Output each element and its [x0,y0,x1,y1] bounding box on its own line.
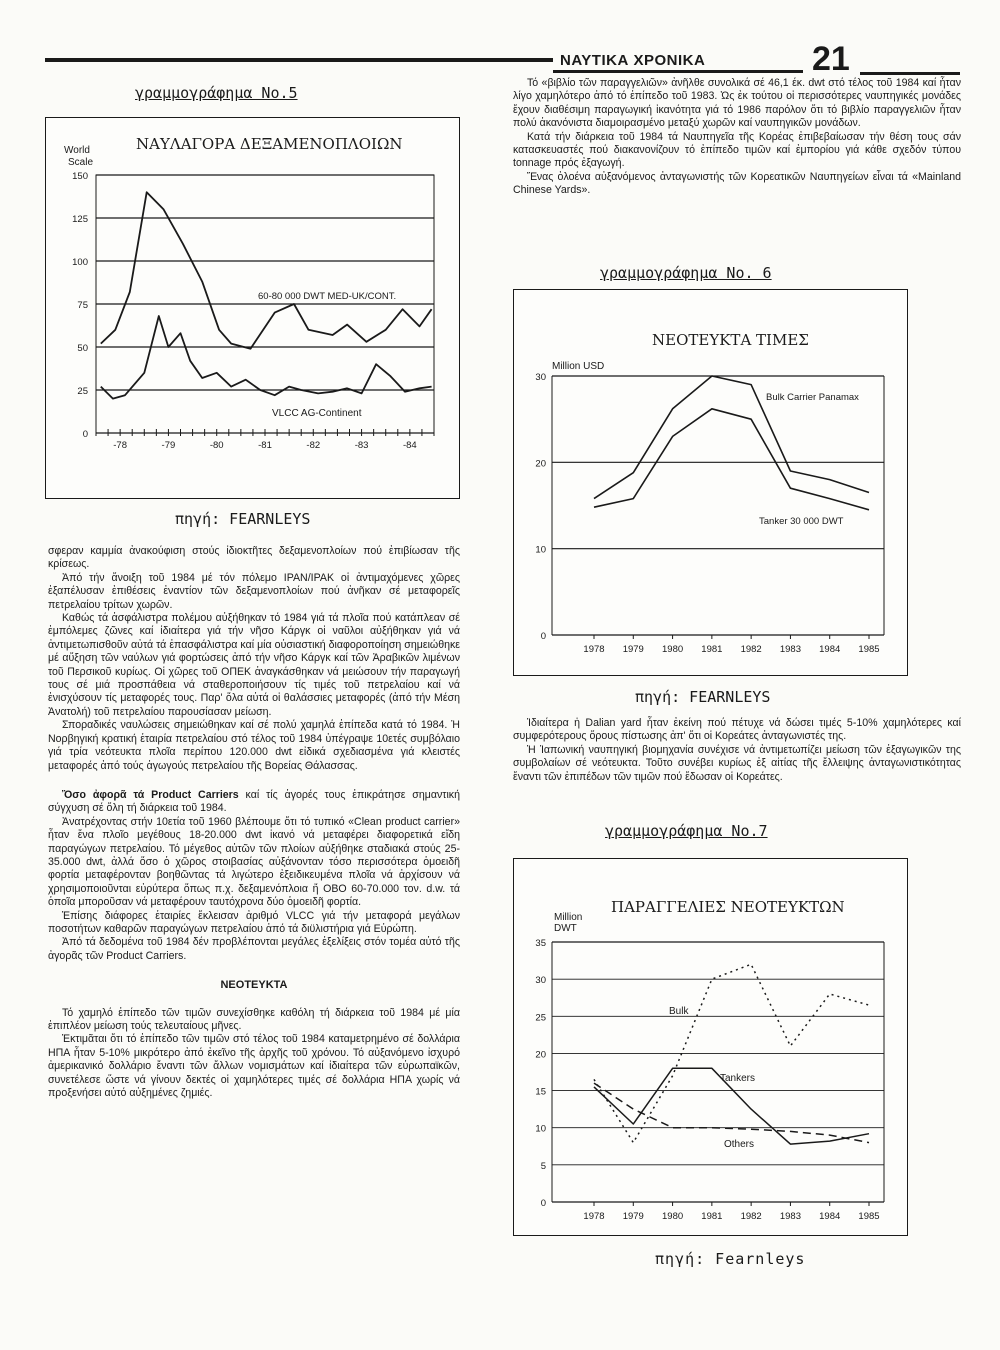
chart5-ytick-label: 125 [72,214,88,225]
chart7-xtick-label: 1979 [622,1211,644,1222]
left-paragraph-9: Τό χαμηλό ἐπίπεδο τῶν τιμῶν συνεχίσθηκε καθόλη τή διάρκεια τοῦ 1984 μέ μία ἐπιπλέον μείωση τούς τελευταίους μῆνες. [48,1006,460,1032]
chart5-xtick-label: -79 [161,440,176,451]
header-rule-left [45,58,553,62]
chart5-xtick-label: -84 [402,440,417,451]
chart6-xtick-label: 1979 [622,644,644,655]
chart5-title: ΝΑΥΛΑΓΟΡΑ ΔΕΞΑΜΕΝΟΠΛΟΙΩΝ [136,135,403,153]
header-rule-right [860,72,960,75]
chart5-ytick-label: 150 [72,171,88,182]
right-paragraph-1: Τό «βιβλίο τῶν παραγγελιῶν» ἀνῆλθε συνολικά σέ 46,1 έκ. dwt στό τέλος τοῦ 1984 καί ἦταν λίγο χαμηλότερο ἀπό τό ἐπίπεδο τοῦ 1983. Ὡς ἐκ τούτου οἱ περισσότερες ναυπηγικές μονάδες ἔχουν διαθέσιμη παραγωγική ἱκανότητα γιά τό 1986 παρόλον ὅτι τό βιβλίο παραγγελιῶν ἦταν πολύ ἀκανόνιστα διαμοιρασμένο μεταξύ χωρῶν καί ναυπηγικῶν μονάδων. [513,77,961,130]
left-paragraph-4: Σποραδικές ναυλώσεις σημειώθηκαν καί σέ πολύ χαμηλά ἐπίπεδα κατά τό 1984. Ἡ Νορβηγική κρατική ἑταιρία πετρελαίου στό τέλος τοῦ 1984 ὑπέγραψε 10ετές συμβόλαιο γιά τρία νεότευκτα πλοῖα περίπου 120.000 dwt εἰδικά σχεδιασμένα γιά κλειστές μεταφορές ἀπό τούς ἀγωγούς πετρελαίου τῆς Βορείας Θάλασσας. [48,719,460,772]
chart6-xtick-label: 1985 [858,644,880,655]
left-paragraph-5-bold: Ὅσο ἀφορᾶ τά Product Carriers [62,788,239,801]
chart5-ylabel-1: World [64,145,90,156]
chart5-source: πηγή: FEARNLEYS [175,510,311,528]
chart7-ytick-label: 0 [540,1198,546,1209]
chart7-ylabel-1: Million [554,912,583,923]
left-paragraph-2: Ἀπό τήν ἄνοιξη τοῦ 1984 μέ τόν πόλεμο IPAN/IPAK οἱ ἀντιμαχόμενες χῶρες ἐξαπέλυσαν ἐπιθέσεις ἐναντίον τῶν δεξαμενοπλοίων πού ἀνῆκαν σέ μεταφορεῖς πετρελαίου τρίτων χωρῶν. [48,571,460,611]
chart5-ylabel-2: Scale [68,157,94,168]
chart5-ytick-label: 25 [77,386,88,397]
chart7-series-label-3: Others [724,1139,755,1150]
chart5-series-line-1 [101,192,432,349]
chart7-ytick-label: 15 [535,1086,546,1098]
left-paragraph-1: σφεραν καμμία ἀνακούφιση στούς ἰδιοκτῆτες δεξαμενοπλοίων πού ἐπιβίωσαν τῆς κρίσεως. [48,545,460,571]
chart6-xtick-label: 1978 [583,644,605,655]
right-paragraph-4: Ἰδιαίτερα ἡ Dalian yard ἦταν ἐκείνη πού πέτυχε νά δώσει τιμές 5-10% χαμηλότερες καί συμφερότερους ὅρους πίστωσης ἀπ' ὅτι οἱ Κορεάτες ἀνταγωνιστές της. [513,717,961,743]
left-paragraph-3: Καθώς τά ἀσφάλιστρα πολέμου αὐξήθηκαν τό 1984 γιά τά πλοῖα πού κατάπλεαν σέ ἐμπόλεμες ζῶνες καί ἰδιαίτερα γιά τήν νῆσο Κάργκ οἱ ναῦλοι αὐξήθηκαν γιά νά ἀντιμετωπισθοῦν αὐτά τά ἐπασφάλιστρα καί μία οὐσιαστική διαφοροποίηση σημειώθηκε μέ αὔξηση τῶν ναύλων γιά φορτώσεις ἀπό τήν νῆσο Κάργκ καί τῶν Ἀραβικῶν λιμένων τοῦ Περσικοῦ κυρίως. Οἱ χῶρες τοῦ ΟΠΕΚ ἀναγκάσθηκαν νά μειώσουν τήν παραγωγή τους σέ μιά προσπάθεια νά σταθεροποιήσουν τίς τιμές τοῦ πετρελαίου καί νά ἐνισχύσουν τίς μεταφορές τους. Παρ' ὅλα αὐτά οἱ θαλάσσιες μεταφορές (ἀπό τήν Μέση Ἀνατολή) τοῦ πετρελαίου παρουσίασαν μείωση. [48,612,460,718]
chart6-ytick-label: 0 [540,631,546,642]
chart5-series-line-2 [101,316,432,399]
chart6-box [513,289,908,676]
chart7-xtick-label: 1981 [701,1211,723,1222]
chart5-caption: γραμμογράφημα Νο.5 [135,84,298,102]
right-paragraph-3: Ἕνας ὁλοένα αὐξανόμενος ἀνταγωνιστής τῶν Κορεατικῶν Ναυπηγείων εἶναι τά «Mainland Chinese Yards». [513,170,961,197]
chart5-xtick-label: -78 [113,440,128,451]
chart6-xtick-label: 1980 [662,644,684,655]
chart6-source: πηγή: FEARNLEYS [635,688,771,706]
chart5-xtick-label: -82 [306,440,321,451]
chart7-box [513,858,908,1236]
header-rule-underline [553,70,803,73]
chart6-xtick-label: 1983 [779,644,801,655]
chart6-series-label-2: Tanker 30 000 DWT [759,516,844,527]
left-paragraph-5 [48,789,460,816]
chart7-ytick-label: 25 [535,1012,546,1024]
chart7-svg [514,859,907,1235]
chart7-xtick-label: 1985 [858,1211,880,1222]
right-mid-column [513,717,961,784]
left-paragraph-6: Ἀνατρέχοντας στήν 10ετία τοῦ 1960 βλέπουμε ὅτι τό τυπικό «Clean product carrier» ἦταν ἕνα πλοῖο μεγέθους 18-20.000 dwt ἱκανό νά μεταφέρει διαφορετικά εἴδη παραγώγων πετρελαίου. Τό μέγεθος αὐτῶν τῶν πλοίων αὐξήθηκε σταδιακά στούς 25-35.000 dwt, ἀλλά ὅσο ὁ χῶρος στοιβασίας αὐξάνονταν τόσο περισσότερα ὁμοειδῆ φορτία μεταφέρονταν βοηθῶντας τά λιγώτερο ἐξειδικευμένα πλοῖα νά ἀρχίσουν νά χρησιμοποιοῦνται εὐρύτερα ὅπως π.χ. δεξαμενόπλοια ἤ OBO 60-70.000 τον. d.w. τά ὁποῖα μποροῦσαν νά μεταφέρουν ταυτόχρονα δύο ὁμοειδῆ φορτία. [48,815,460,909]
chart7-ylabel-2: DWT [554,923,577,934]
chart6-ytick-label: 30 [535,372,546,383]
right-top-column [513,77,961,198]
left-body-column [48,545,460,1100]
chart7-source: πηγή: Fearnleys [655,1250,806,1268]
chart5-xtick-label: -83 [354,440,369,451]
chart5-xtick-label: -80 [209,440,224,451]
chart5-xtick-label: -81 [258,440,272,451]
chart7-ytick-label: 35 [535,938,546,949]
chart6-title: ΝΕΟΤΕΥΚΤΑ ΤΙΜΕΣ [652,331,809,349]
chart7-xtick-label: 1982 [740,1211,762,1222]
chart5-ytick-label: 50 [77,343,88,354]
chart7-series-label-1: Bulk [669,1006,689,1017]
chart7-ytick-label: 30 [535,975,546,987]
chart7-title: ΠΑΡΑΓΓΕΛΙΕΣ ΝΕΟΤΕΥΚΤΩΝ [611,898,845,916]
chart6-xtick-label: 1981 [701,644,723,655]
chart5-ytick-label: 75 [77,300,88,311]
chart7-ytick-label: 10 [535,1123,546,1135]
chart6-xtick-label: 1984 [819,644,841,655]
left-paragraph-7: Ἐπίσης διάφορες ἑταιρίες ἔκλεισαν ἀριθμό VLCC γιά τήν μεταφορά μεγάλων ποσοτήτων καθαρῶν παραγώγων πετρελαίου ἀπό τά διϋλιστήρια γιά Εὐρώπη. [48,909,460,935]
chart6-xtick-label: 1982 [740,644,762,655]
chart7-xtick-label: 1984 [819,1211,841,1222]
chart5-ytick-label: 100 [72,257,88,268]
chart7-xtick-label: 1983 [779,1211,801,1222]
chart7-xtick-label: 1980 [662,1211,684,1222]
left-paragraph-10: Ἐκτιμᾶται ὅτι τό ἐπίπεδο τῶν τιμῶν στό τέλος τοῦ 1984 καταμετρημένο σέ δολλάρια ΗΠΑ ἦταν 5-10% μικρότερο ἀπό ἐκεῖνο τῆς ἀρχῆς τοῦ χρόνου. Τό αὐξανόμενο ἰσχυρό ἀμερικανικό δολλάριο ἔναντι τῶν ἄλλων νομισμάτων καί ἰδιαίτερα τῶν εὐρωπαϊκῶν, συνετέλεσε ὥστε νά γίνουν δεκτές οἱ χαμηλότερες τιμές σέ δολλάρια ΗΠΑ χωρίς νά προξενήσει αὐτό αὐξημένες ζημιές. [48,1033,460,1100]
chart6-ytick-label: 10 [535,544,546,556]
chart6-svg [514,290,907,675]
chart6-series-line-2 [594,409,869,510]
chart5-ytick-label: 0 [82,429,88,440]
page-number: 21 [812,40,850,78]
chart7-ytick-label: 20 [535,1049,546,1061]
section-heading-neoteykta: ΝΕΟΤΕΥΚΤΑ [220,979,288,992]
left-paragraph-5-rest: καί τίς ἀγορές τους ἐπικράτησε σημαντική σύγχυση σέ ὅλη τή διάρκεια τοῦ 1984. [48,788,460,815]
chart7-xtick-label: 1978 [583,1211,605,1222]
left-paragraph-8: Ἀπό τά δεδομένα τοῦ 1984 δέν προβλέπονται μεγάλες ἐξελίξεις στόν τομέα αὐτό τῆς ἀγορᾶς τῶν Product Carriers. [48,936,460,962]
chart7-caption: γραμμογράφημα Νο.7 [605,822,768,840]
chart6-caption: γραμμογράφημα Νο. 6 [600,264,772,282]
right-paragraph-5: Ἡ Ἰαπωνική ναυπηγική βιομηχανία συνέχισε νά ἀντιμετωπίζει μείωση τῶν ἐξαγωγικῶν της συμβολαίων σέ νεότευκτα. Τοῦτο συνέβει κυρίως ἐξ αἰτίας τῆς ἔλλειψης ἀνταγωνιστικότητας ἔναντι τῶν ἐπιπέδων τῶν τιμῶν πού ἔδωσαν οἱ Κορεάτες. [513,743,961,783]
chart7-series-line-3 [594,1083,869,1143]
chart6-series-label-1: Bulk Carrier Panamax [766,392,859,403]
chart6-ylabel: Million USD [552,361,605,372]
magazine-title: ΝΑΥΤΙΚΑ ΧΡΟΝΙΚΑ [560,52,706,69]
chart5-series-label-1: 60-80 000 DWT MED-UK/CONT. [258,291,397,302]
chart5-svg [46,118,459,498]
chart7-ytick-label: 5 [540,1160,546,1172]
chart7-series-label-2: Tankers [720,1073,756,1084]
chart6-ytick-label: 20 [535,458,546,470]
chart5-box [45,117,460,499]
right-paragraph-2: Κατά τήν διάρκεια τοῦ 1984 τά Ναυπηγεῖα τῆς Κορέας ἐπιβεβαίωσαν τήν θέση τους σάν κατασκευαστές πού διακανονίζουν τό ἐπίπεδο τιμῶν καί ἐμπορίου γιά κάθε σχεδόν τύπου tonnage πρός ἐξαγωγή. [513,130,961,170]
chart5-series-label-2: VLCC AG-Continent [272,408,362,419]
